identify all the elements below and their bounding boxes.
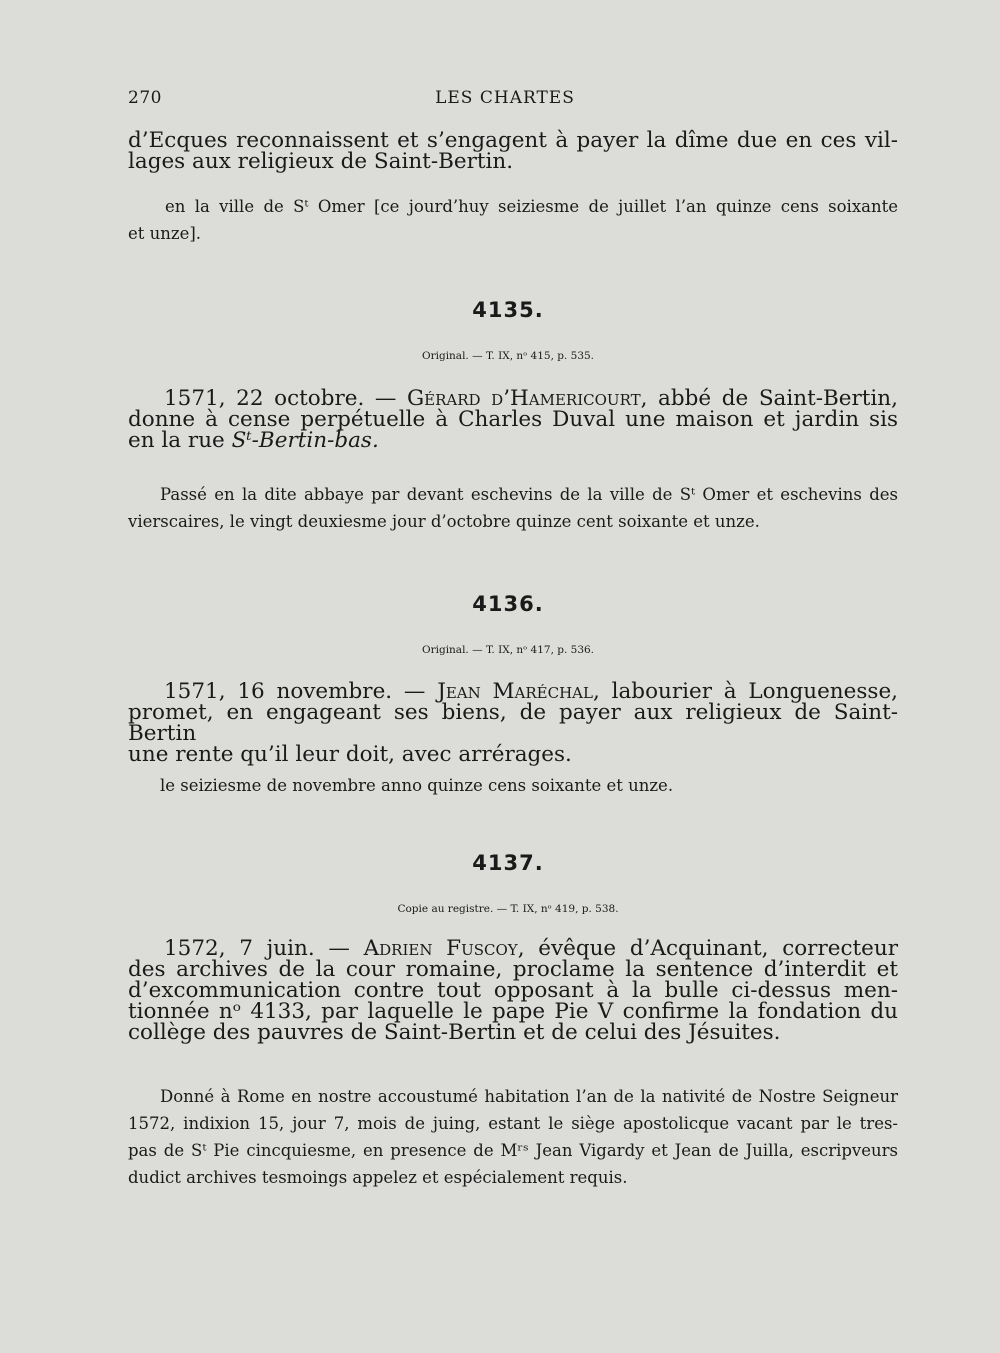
summary-line-3: d’excommunication contre tout opposant à la bulle ci-dessus men- (128, 978, 898, 1003)
continuation-quote-line-1: en la ville de Sᵗ Omer [ce jourd’huy seiziesme de juillet l’an quinze cens soixante (165, 197, 898, 216)
summary-line-2: des archives de la cour romaine, proclame la sentence d’interdit et (128, 957, 898, 982)
charter-date: 1571, 22 octobre. — (164, 386, 407, 411)
charter-person: Adrien Fuscoy (363, 936, 518, 961)
continuation-summary (128, 130, 898, 172)
quote-line-3: pas de Sᵗ Pie cincquiesme, en presence de Mʳˢ Jean Vigardy et Jean de Juilla, escripveurs (128, 1141, 898, 1160)
quote-line-1: Passé en la dite abbaye par devant eschevins de la ville de Sᵗ Omer et eschevins des (160, 485, 898, 504)
page-number: 270 (128, 88, 162, 108)
charter-person: Jean Maréchal (437, 679, 593, 704)
running-title: LES CHARTES (435, 88, 575, 108)
continuation-quote (128, 193, 898, 247)
summary-line-1: 1571, 22 octobre. — Gérard d’Hamericourt, abbé de Saint-Bertin, (164, 386, 898, 411)
charter-date: 1572, 7 juin. — (164, 936, 364, 961)
charter-summary (128, 681, 898, 765)
charter-date: 1571, 16 novembre. — (164, 679, 438, 704)
summary-line-2: promet, en engageant ses biens, de payer aux religieux de Saint-Bertin (128, 700, 898, 746)
quote-line-1: le seiziesme de novembre anno quinze cens soixante et unze. (160, 776, 674, 795)
summary-line-4: tionnée nᵒ 4133, par laquelle le pape Pie V confirme la fondation du (128, 999, 898, 1024)
charter-quote (128, 481, 898, 535)
charter-source: Copie au registre. — T. IX, nᵒ 419, p. 538. (397, 903, 619, 915)
charter-number: 4137. (472, 851, 544, 875)
charter-source: Original. — T. IX, nᵒ 415, p. 535. (421, 350, 595, 362)
charter-number: 4136. (472, 592, 544, 616)
charter-summary (128, 938, 898, 1043)
summary-line-3: en la rue Sᵗ-Bertin-bas. (128, 428, 379, 453)
continuation-quote-line-2: et unze]. (128, 224, 202, 243)
summary-line-1: 1571, 16 novembre. — Jean Maréchal, labourier à Longuenesse, (164, 679, 898, 704)
summary-line-3: une rente qu’il leur doit, avec arrérages. (128, 742, 572, 767)
charter-summary (128, 388, 898, 451)
charter-quote (128, 772, 898, 799)
charter-number: 4135. (472, 298, 544, 322)
quote-line-2: vierscaires, le vingt deuxiesme jour d’octobre quinze cent soixante et unze. (128, 512, 760, 531)
continuation-line-1: d’Ecques reconnaissent et s’engagent à payer la dîme due en ces vil- (128, 128, 898, 153)
street-name: Sᵗ-Bertin-bas. (231, 428, 379, 453)
quote-line-1: Donné à Rome en nostre accoustumé habitation l’an de la nativité de Nostre Seigneur (160, 1087, 898, 1106)
charter-person: Gérard d’Hamericourt (407, 386, 641, 411)
quote-line-4: dudict archives tesmoings appelez et espécialement requis. (128, 1168, 628, 1187)
charter-quote (128, 1083, 898, 1191)
charter-source: Original. — T. IX, nᵒ 417, p. 536. (421, 644, 595, 656)
continuation-line-2: lages aux religieux de Saint-Bertin. (128, 149, 514, 174)
summary-line-2: donne à cense perpétuelle à Charles Duval une maison et jardin sis (128, 407, 898, 432)
quote-line-2: 1572, indixion 15, jour 7, mois de juing, estant le siège apostolicque vacant par le tres- (128, 1114, 898, 1133)
summary-line-5: collège des pauvres de Saint-Bertin et de celui des Jésuites. (128, 1020, 781, 1045)
summary-line-1: 1572, 7 juin. — Adrien Fuscoy, évêque d’Acquinant, correcteur (164, 936, 898, 961)
